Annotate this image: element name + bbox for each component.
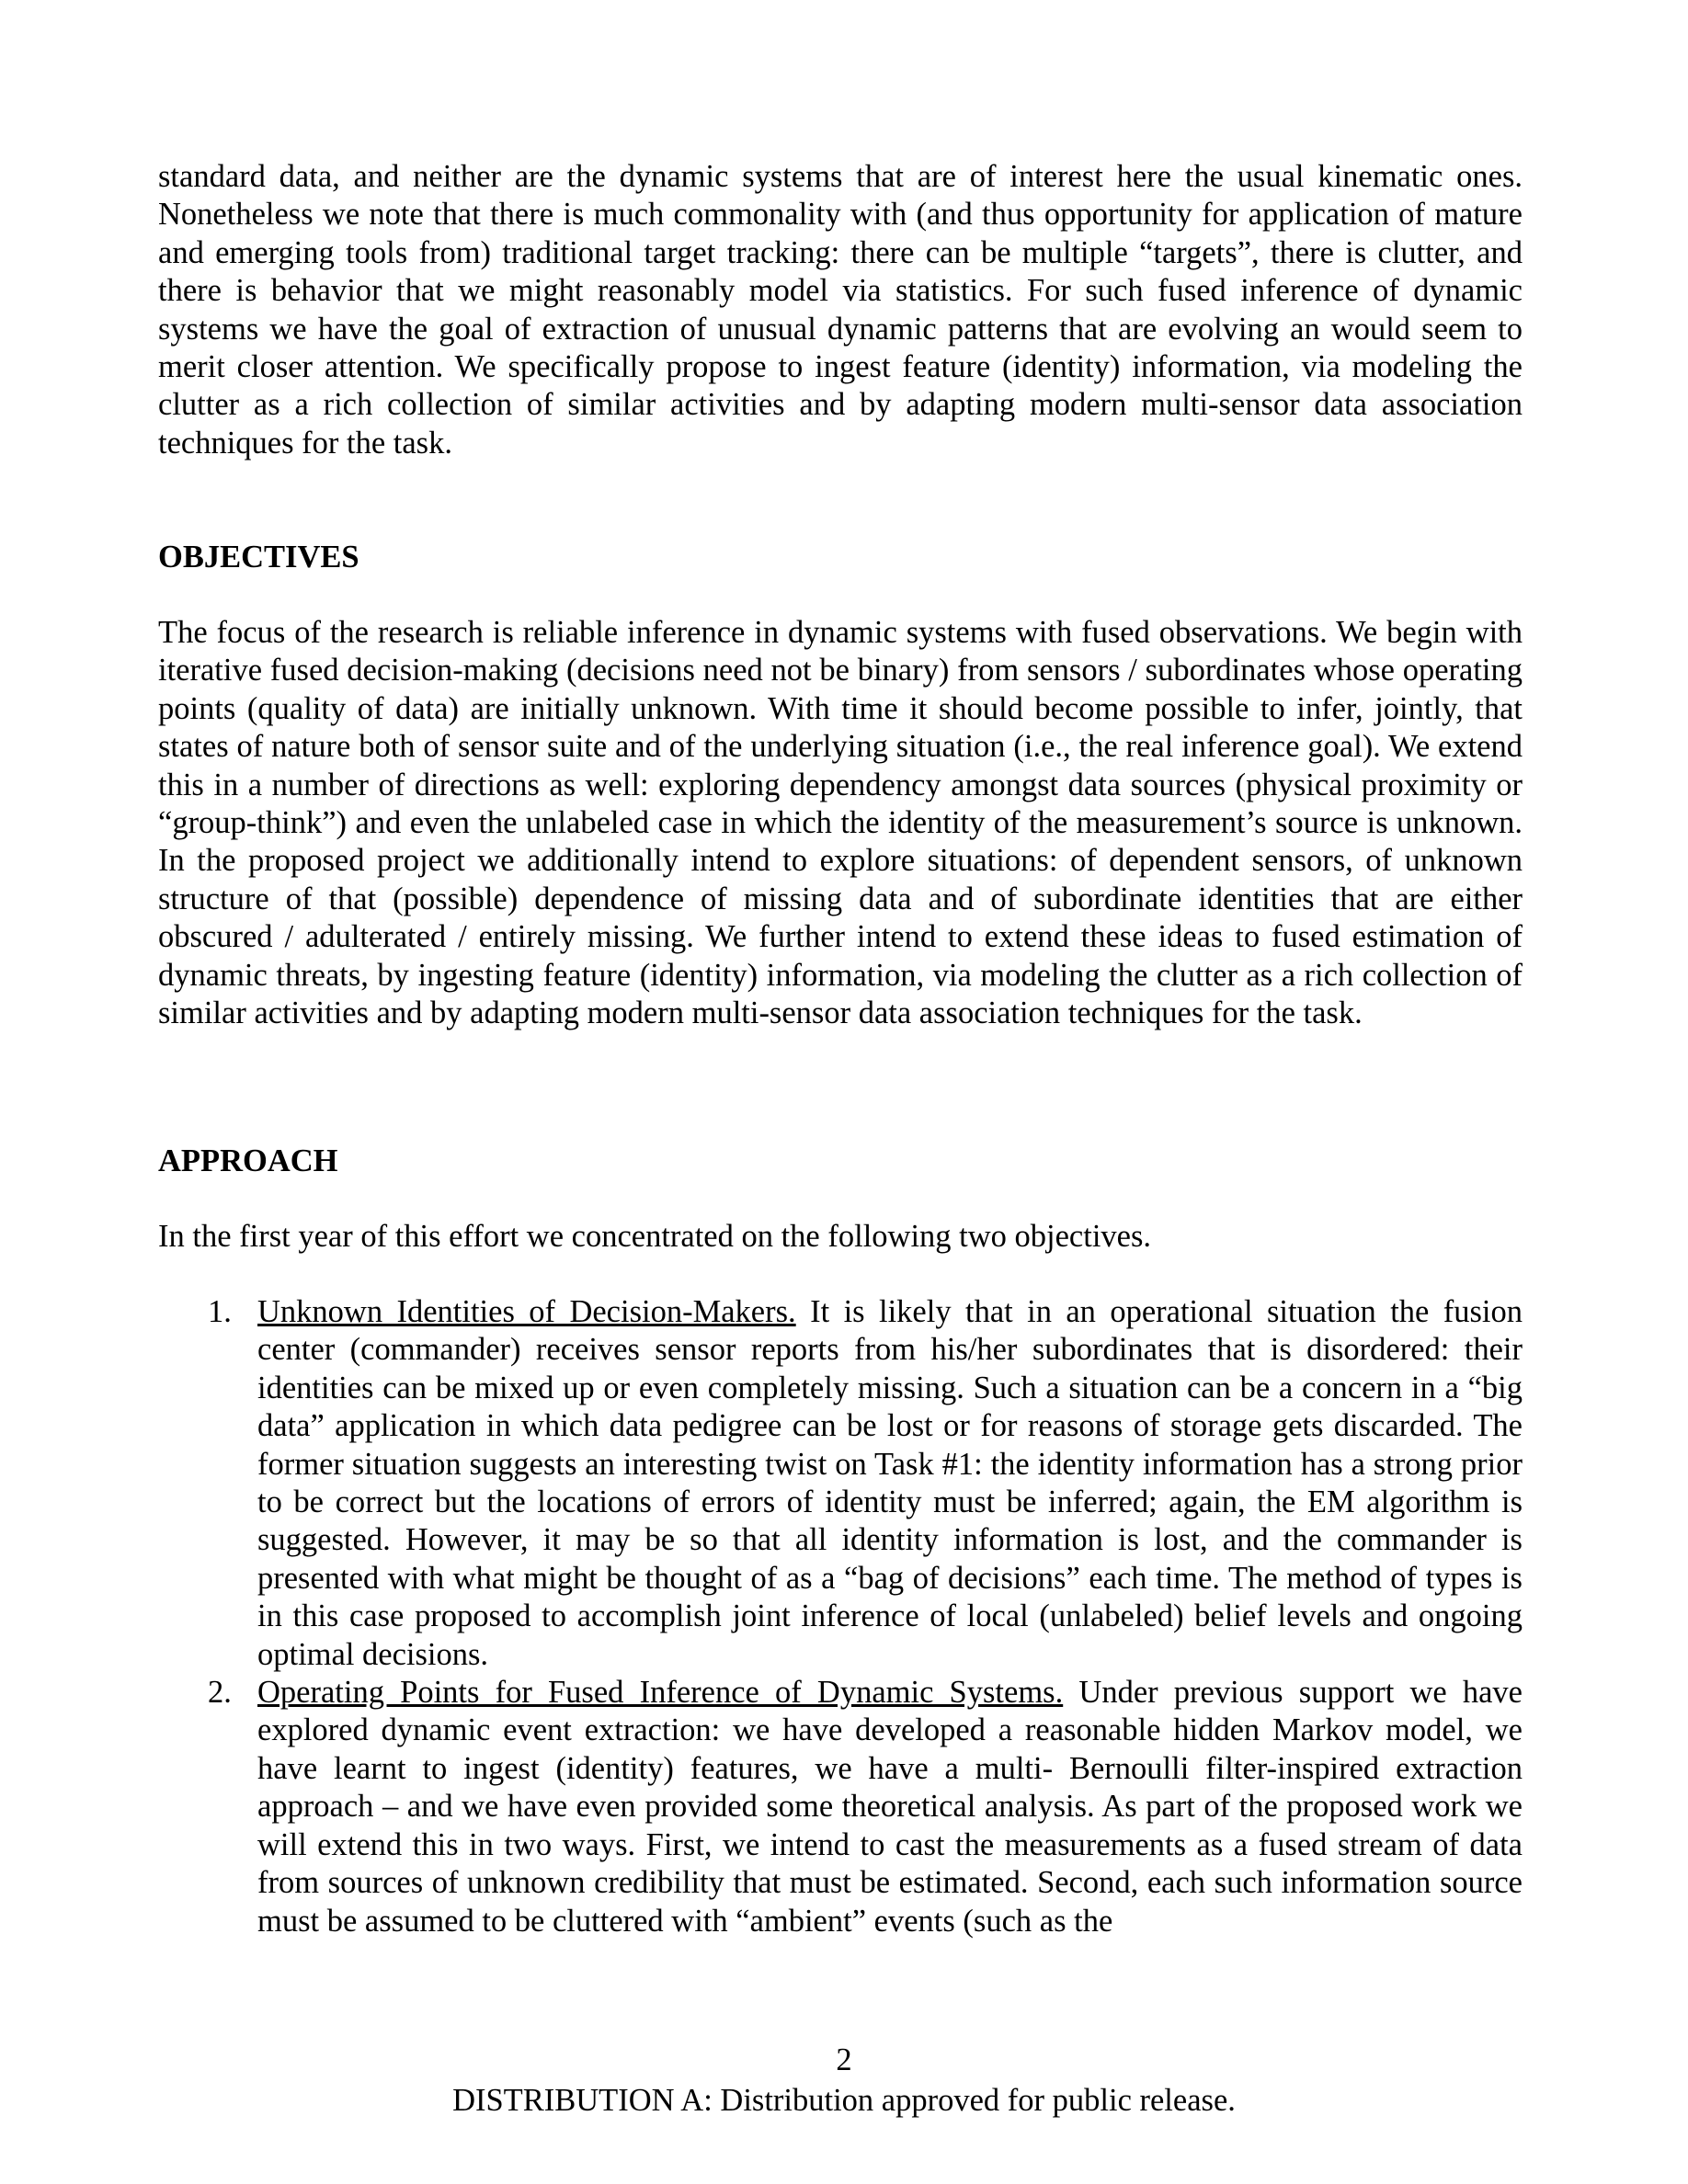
objectives-heading: OBJECTIVES (158, 540, 359, 574)
objectives-paragraph: The focus of the research is reliable inference in dynamic systems with fused observations. We begin with iterative fused decision-making (decisions need not be binary) from sensors / subordinates whose operating points (quality of data) are initially unknown. With time it should become possible to infer, jointly, that states of nature both of sensor suite and of the underlying situation (i.e., the real inference goal). We extend this in a number of directions as well: exploring dependency amongst data sources (physical proximity or “group-think”) and even the unlabeled case in which the identity of the measurement’s source is unknown. In the proposed project we additionally intend to explore situations: of dependent sensors, of unknown structure of that (possible) dependence of missing data and of subordinate identities that are either obscured / adulterated / entirely missing. We further intend to extend these ideas to fused estimation of dynamic threats, by ingesting feature (identity) information, via modeling the clutter as a rich collection of similar activities and by adapting modern multi-sensor data association techniques for the task. (158, 615, 1523, 1031)
objectives-list (158, 1293, 1523, 1940)
intro-paragraph: standard data, and neither are the dynamic systems that are of interest here the usual kinematic ones. Nonetheless we note that there is much commonality with (and thus opportunity for application of mature and emerging tools from) traditional target tracking: there can be multiple “targets”, there is clutter, and there is behavior that we might reasonably model via statistics. For such fused inference of dynamic systems we have the goal of extraction of unusual dynamic patterns that are evolving an would seem to merit closer attention. We specifically propose to ingest feature (identity) information, via modeling the clutter as a rich collection of similar activities and by adapting modern multi-sensor data association techniques for the task. (158, 159, 1523, 461)
approach-intro: In the first year of this effort we concentrated on the following two objectives. (158, 1219, 1152, 1254)
list-item-title: Operating Points for Fused Inference of Dynamic Systems. (257, 1675, 1064, 1711)
list-item-text: It is likely that in an operational situation the fusion center (commander) receives sensor reports from his/her subordinates that is disordered: their identities can be mixed up or even completely missing. Such a situation can be a concern in a “big data” application in which data pedigree can be lost or for reasons of storage gets discarded. The former situation suggests an interesting twist on Task #1: the identity information has a strong prior to be correct but the locations of errors of identity must be inferred; again, the EM algorithm is suggested. However, it may be so that all identity information is lost, and the commander is presented with what might be thought of as a “bag of decisions” each time. The method of types is in this case proposed to accomplish joint inference of local (unlabeled) belief levels and ongoing optimal decisions. (257, 1294, 1523, 1672)
page-footer (0, 2040, 1688, 2121)
list-item-text: Under previous support we have explored dynamic event extraction: we have developed a reasonable hidden Markov model, we have learnt to ingest (identity) features, we have a multi- Bernoulli filter-inspired extraction approach – and we have even provided some theoretical analysis. As part of the proposed work we will extend this in two ways. First, we intend to cast the measurements as a fused stream of data from sources of unknown credibility that must be estimated. Second, each such information source must be assumed to be cluttered with “ambient” events (such as the (257, 1675, 1523, 1939)
list-item-number: 1. (208, 1294, 232, 1329)
distribution-statement: DISTRIBUTION A: Distribution approved for public release. (452, 2083, 1236, 2118)
list-item (158, 1293, 1523, 1674)
list-item (158, 1674, 1523, 1940)
document-page (158, 158, 1523, 1939)
list-item-title: Unknown Identities of Decision-Makers. (257, 1294, 796, 1329)
page-number: 2 (836, 2042, 852, 2077)
list-item-number: 2. (208, 1675, 232, 1711)
approach-heading: APPROACH (158, 1143, 338, 1178)
